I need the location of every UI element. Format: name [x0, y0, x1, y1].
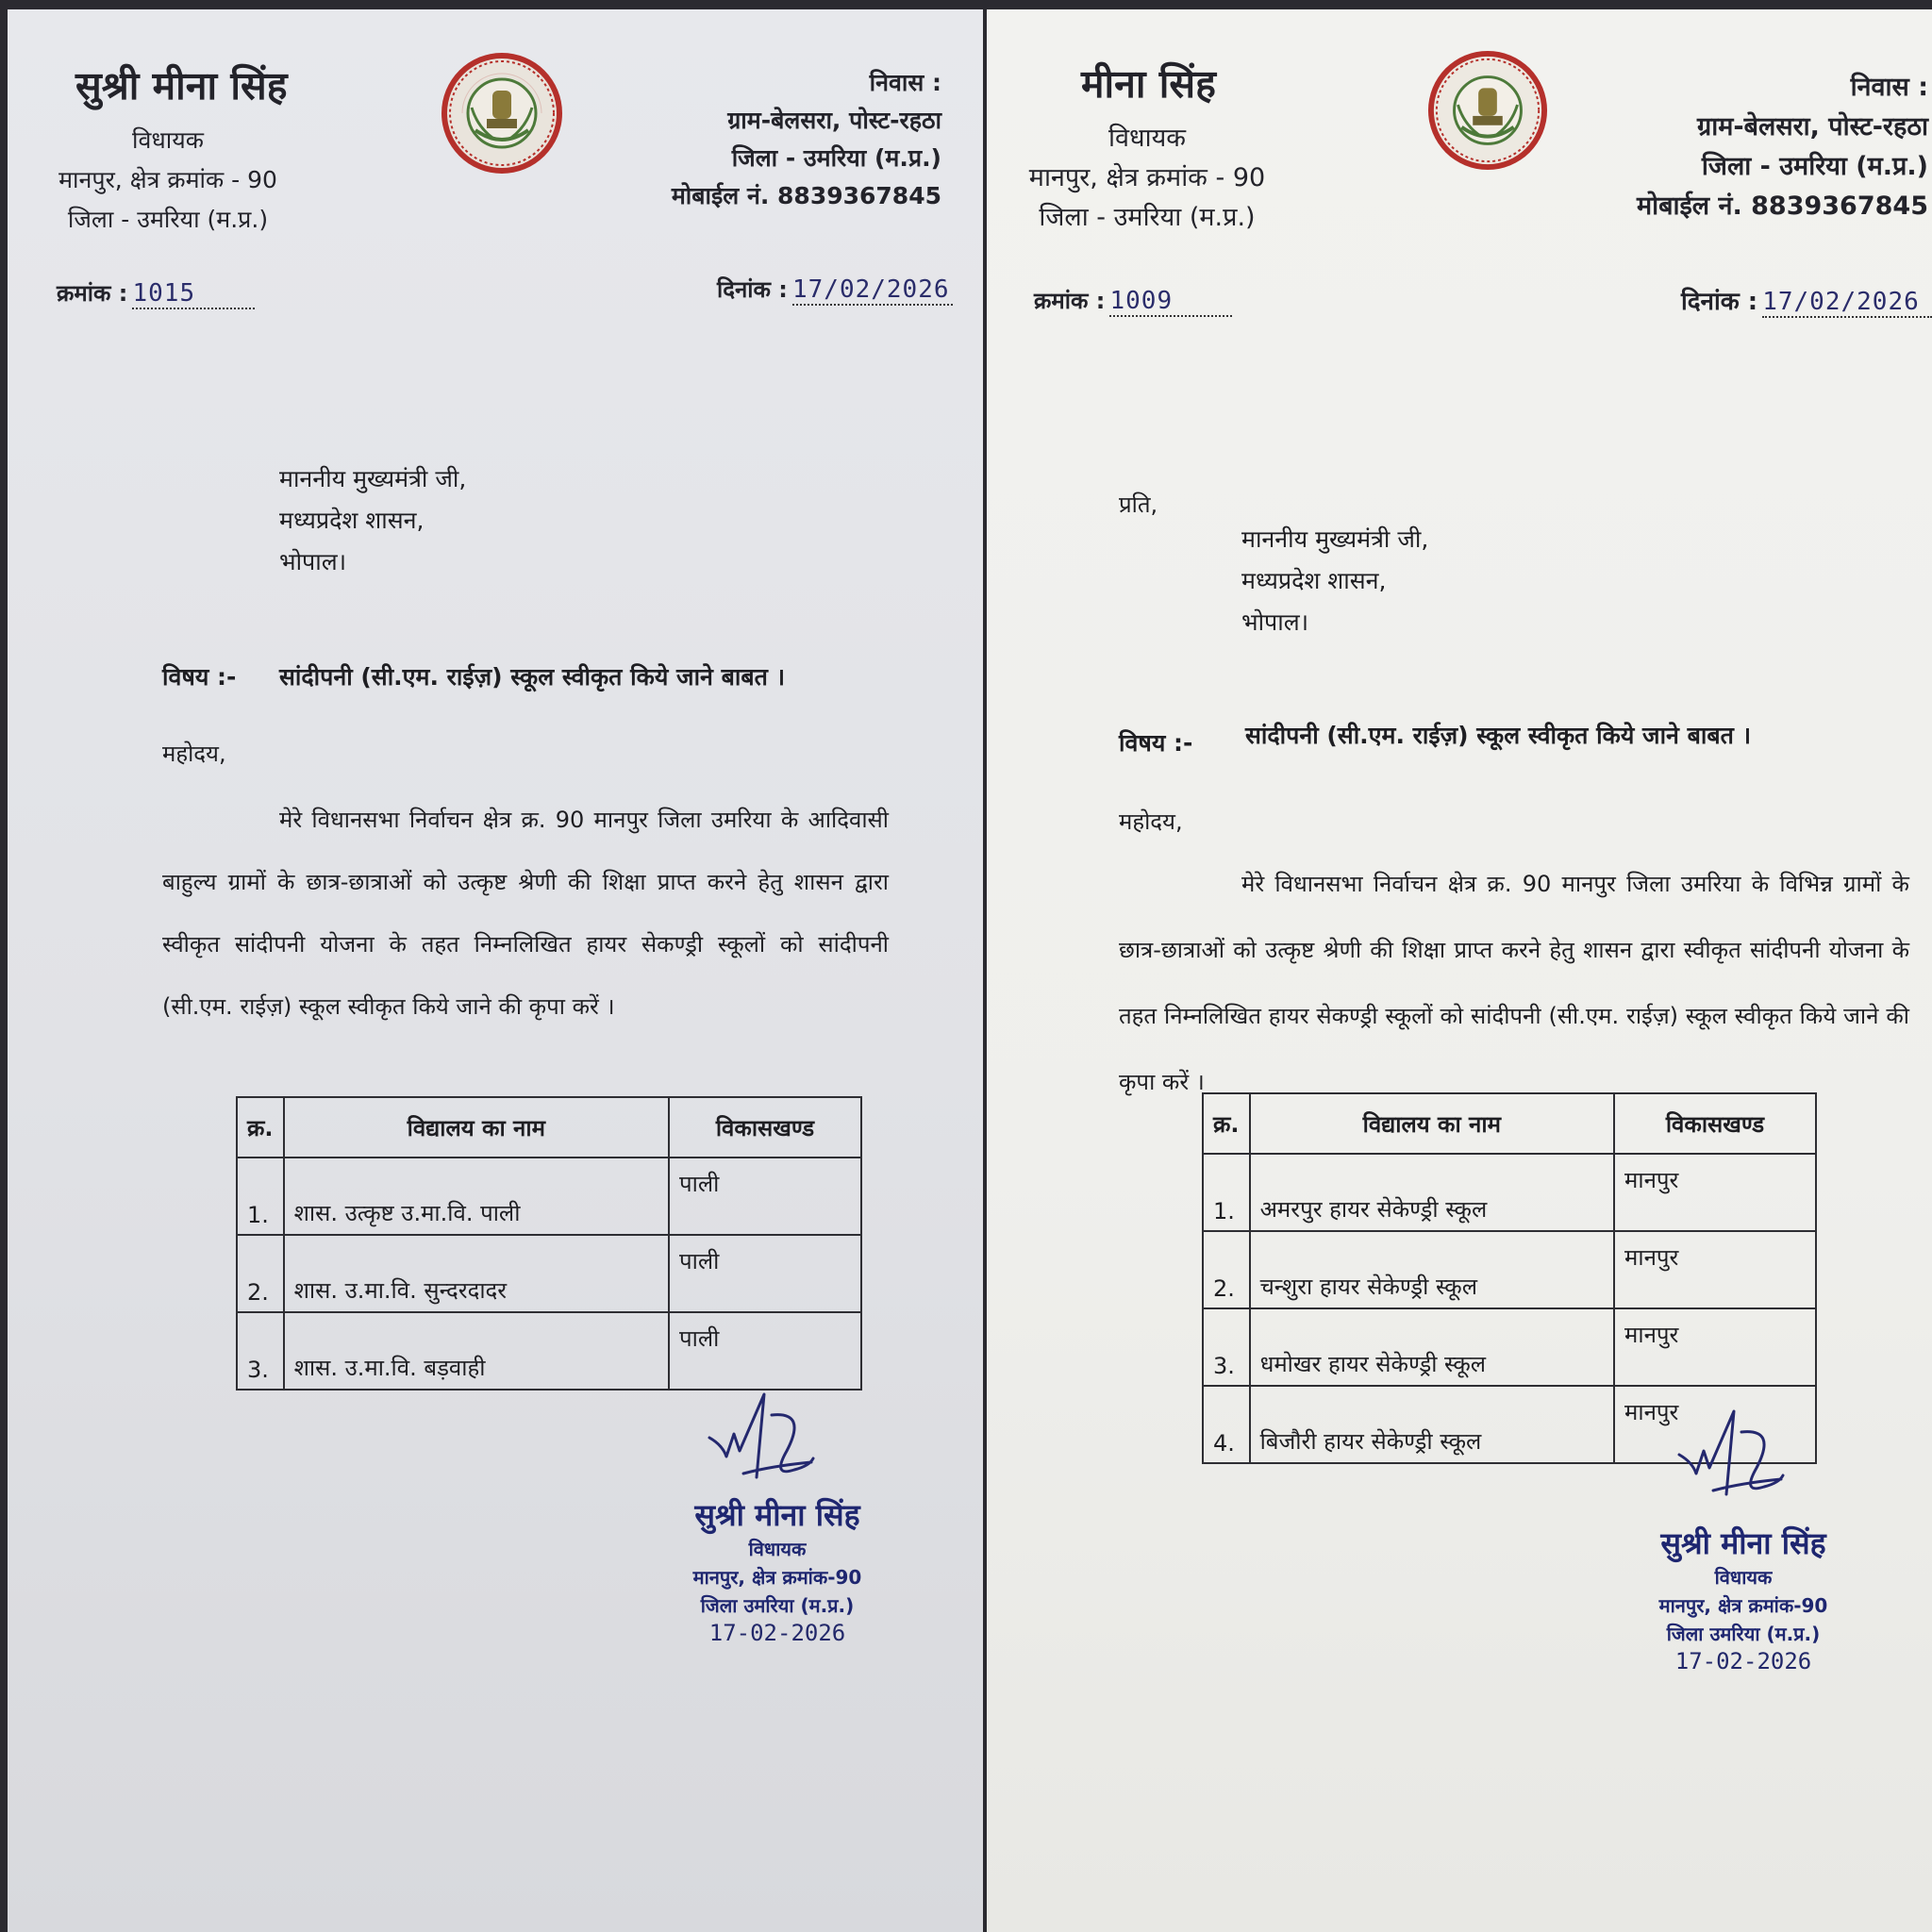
ref-number: 1015: [132, 279, 255, 309]
block-cell: पाली: [669, 1235, 861, 1312]
residence-block: [658, 64, 941, 215]
sender-district: जिला - उमरिया (म.प्र.): [1039, 203, 1256, 232]
signature-date: 17-02-2026: [708, 1620, 846, 1646]
residence-district: जिला - उमरिया (म.प्र.): [1701, 152, 1928, 181]
table-row: [1203, 1154, 1816, 1231]
signature-name: सुश्री मीना सिंह: [1660, 1525, 1826, 1561]
salutation: महोदय,: [162, 741, 226, 767]
serial-cell: 1.: [1203, 1154, 1250, 1231]
school-table: [236, 1096, 862, 1391]
serial-cell: 2.: [1203, 1231, 1250, 1308]
school-cell: बिजौरी हायर सेकेण्ड्री स्कूल: [1250, 1386, 1614, 1463]
school-cell: धमोखर हायर सेकेण्ड्री स्कूल: [1250, 1308, 1614, 1386]
addressee-line: माननीय मुख्यमंत्री जी,: [1241, 525, 1429, 553]
date-line: [717, 274, 953, 306]
serial-cell: 3.: [1203, 1308, 1250, 1386]
table-header-row: [237, 1097, 861, 1158]
sender-designation: विधायक: [1108, 124, 1186, 153]
block-cell: मानपुर: [1614, 1154, 1816, 1231]
addressee-line: माननीय मुख्यमंत्री जी,: [279, 465, 467, 492]
residence-label: निवास :: [869, 69, 941, 96]
signature-district: जिला उमरिया (म.प्र.): [700, 1594, 855, 1617]
mobile-number: मोबाईल नं. 8839367845: [671, 182, 941, 209]
addressee-line: मध्यप्रदेश शासन,: [279, 507, 425, 534]
school-cell: शास. उ.मा.वि. सुन्दरदादर: [284, 1235, 669, 1312]
block-cell: पाली: [669, 1312, 861, 1390]
date-line: [1681, 283, 1932, 318]
signature-date: 17-02-2026: [1674, 1648, 1812, 1674]
letter-right: [987, 9, 1932, 1932]
addressee-line: भोपाल।: [1241, 608, 1309, 636]
serial-cell: 4.: [1203, 1386, 1250, 1463]
block-cell: मानपुर: [1614, 1231, 1816, 1308]
block-cell: मानपुर: [1614, 1308, 1816, 1386]
col-header-serial: क्र.: [1203, 1093, 1250, 1154]
residence-address: ग्राम-बेलसरा, पोस्ट-रहठा: [727, 107, 941, 134]
signature-designation: विधायक: [1714, 1566, 1773, 1589]
serial-cell: 2.: [237, 1235, 284, 1312]
school-cell: शास. उत्कृष्ट उ.मा.वि. पाली: [284, 1158, 669, 1235]
signature-constituency: मानपुर, क्षेत्र क्रमांक-90: [1658, 1594, 1828, 1617]
subject-label: विषय :-: [162, 663, 237, 691]
residence-district: जिला - उमरिया (म.प्र.): [731, 144, 941, 172]
date-value: 17/02/2026: [792, 275, 953, 306]
letter-body: मेरे विधानसभा निर्वाचन क्षेत्र क्र. 90 मानपुर जिला उमरिया के विभिन्न ग्रामों के छात्र-छात्राओं को उत्कृष्ट श्रेणी की शिक्षा प्राप्त करने हेतु शासन द्वारा स्वीकृत सांदीपनी योजना के तहत निम्नलिखित हायर सेकण्ड्री स्कूलों को सांदीपनी (सी.एम. राईज़) स्कूल स्वीकृत किये जाने की कृपा करें ।: [1119, 871, 1909, 1095]
vidhan-sabha-seal-icon: [1426, 49, 1549, 172]
col-header-block: विकासखण्ड: [669, 1097, 861, 1158]
signature-district: जिला उमरिया (म.प्र.): [1666, 1623, 1821, 1645]
signature-designation: विधायक: [748, 1538, 807, 1560]
handwritten-signature: [1675, 1407, 1789, 1511]
block-cell: मानपुर: [1614, 1386, 1816, 1463]
ref-label: क्रमांक :: [57, 280, 128, 307]
reference-line: [57, 277, 255, 309]
table-row: [1203, 1231, 1816, 1308]
letter-body: मेरे विधानसभा निर्वाचन क्षेत्र क्र. 90 मानपुर जिला उमरिया के आदिवासी बाहुल्य ग्रामों के छात्र-छात्राओं को उत्कृष्ट श्रेणी की शिक्षा प्राप्त करने हेतु शासन द्वारा स्वीकृत सांदीपनी योजना के तहत निम्नलिखित हायर सेकण्ड्री स्कूलों को सांदीपनी (सी.एम. राईज़) स्कूल स्वीकृत किये जाने की कृपा करें ।: [162, 807, 889, 1020]
ref-label: क्रमांक :: [1034, 288, 1106, 314]
salutation: महोदय,: [1119, 808, 1183, 835]
reference-line: [1034, 285, 1232, 317]
table-row: [237, 1158, 861, 1235]
addressee-block: [279, 458, 466, 583]
addressee-line: भोपाल।: [279, 548, 347, 575]
residence-address: ग्राम-बेलसरा, पोस्ट-रहठा: [1697, 112, 1928, 142]
sender-constituency: मानपुर, क्षेत्र क्रमांक - 90: [58, 166, 277, 193]
signature-name: सुश्री मीना सिंह: [694, 1497, 860, 1533]
sender-name: सुश्री मीना सिंह: [75, 63, 288, 108]
sender-designation: विधायक: [132, 126, 204, 154]
sender-name: मीना सिंह: [1081, 61, 1216, 107]
school-cell: चन्शुरा हायर सेकेण्ड्री स्कूल: [1250, 1231, 1614, 1308]
subject-text: सांदीपनी (सी.एम. राईज़) स्कूल स्वीकृत किये जाने बाबत ।: [1245, 722, 1752, 749]
subject-text: सांदीपनी (सी.एम. राईज़) स्कूल स्वीकृत किये जाने बाबत ।: [279, 663, 786, 691]
addressee-block: [1241, 519, 1428, 643]
col-header-school: विद्यालय का नाम: [284, 1097, 669, 1158]
residence-label: निवास :: [1850, 73, 1928, 102]
col-header-serial: क्र.: [237, 1097, 284, 1158]
col-header-school: विद्यालय का नाम: [1250, 1093, 1614, 1154]
table-row: [237, 1235, 861, 1312]
signature-block: [674, 1494, 881, 1646]
vidhan-sabha-seal-icon: [440, 51, 564, 175]
date-label: दिनांक :: [717, 276, 788, 303]
sender-constituency: मानपुर, क्षेत्र क्रमांक - 90: [1028, 163, 1266, 192]
date-label: दिनांक :: [1681, 288, 1758, 316]
date-value: 17/02/2026: [1762, 288, 1932, 318]
handwritten-signature: [706, 1391, 819, 1494]
addressee-line: मध्यप्रदेश शासन,: [1241, 567, 1387, 594]
table-header-row: [1203, 1093, 1816, 1154]
to-label: प्रति,: [1119, 491, 1158, 518]
residence-block: [1628, 68, 1928, 226]
school-cell: अमरपुर हायर सेकेण्ड्री स्कूल: [1250, 1154, 1614, 1231]
table-row: [1203, 1308, 1816, 1386]
serial-cell: 3.: [237, 1312, 284, 1390]
serial-cell: 1.: [237, 1158, 284, 1235]
signature-constituency: मानपुर, क्षेत्र क्रमांक-90: [692, 1566, 862, 1589]
letter-left: [8, 9, 983, 1932]
sender-details: [1024, 119, 1270, 238]
subject-label: विषय :-: [1119, 729, 1193, 757]
col-header-block: विकासखण्ड: [1614, 1093, 1816, 1154]
school-cell: शास. उ.मा.वि. बड़वाही: [284, 1312, 669, 1390]
ref-number: 1009: [1109, 287, 1232, 317]
signature-block: [1640, 1523, 1847, 1674]
sender-details: [45, 121, 291, 240]
block-cell: पाली: [669, 1158, 861, 1235]
sender-district: जिला - उमरिया (म.प्र.): [67, 206, 269, 233]
table-row: [237, 1312, 861, 1390]
mobile-number: मोबाईल नं. 8839367845: [1636, 192, 1928, 221]
